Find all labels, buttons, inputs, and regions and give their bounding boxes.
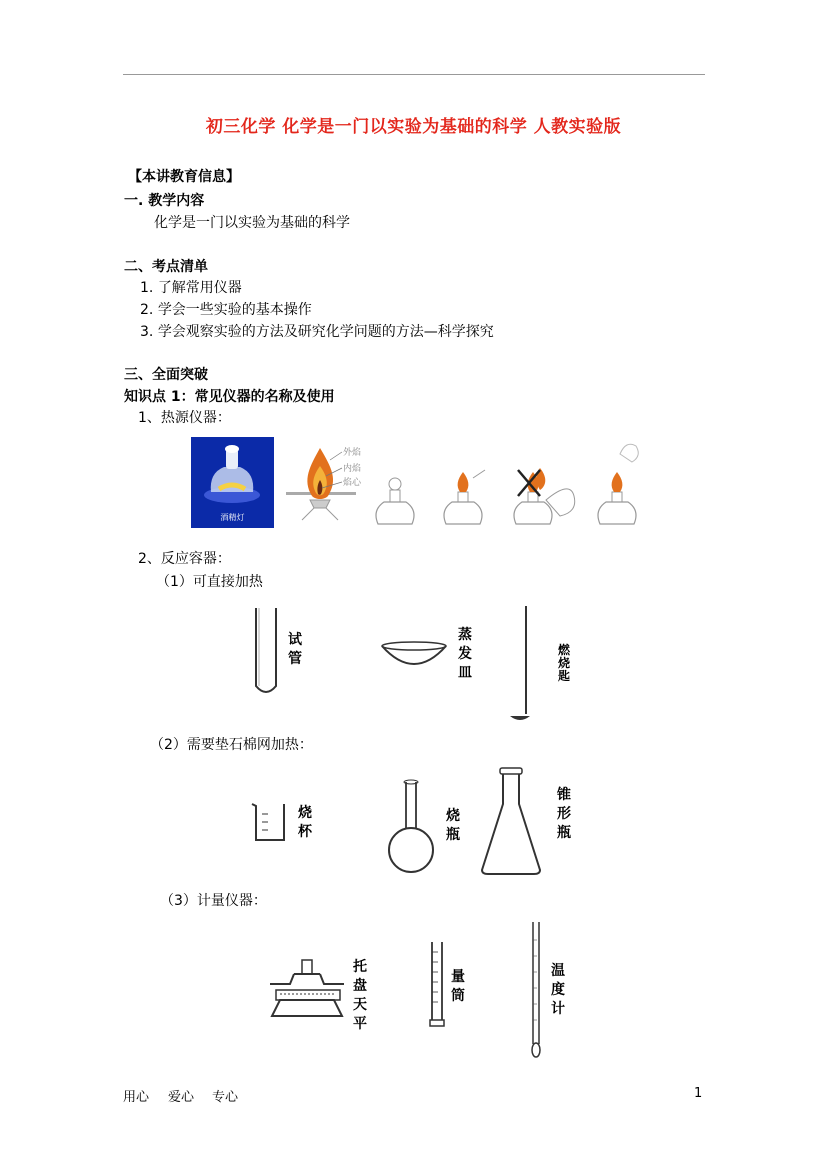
s2-heading: 二、考点清单 xyxy=(124,259,208,275)
flame-core-label: 焰心 xyxy=(343,478,362,488)
conical-flask-label: 锥形瓶 xyxy=(557,787,571,841)
list-item xyxy=(140,321,494,341)
lamp-lit xyxy=(444,470,485,524)
list-text: 了解常用仪器 xyxy=(157,280,242,296)
page-number: 1 xyxy=(694,1086,703,1101)
wrong-lighting xyxy=(518,468,575,516)
beaker-label: 烧杯 xyxy=(298,805,312,840)
footer-motto-2: 爱心 xyxy=(168,1090,195,1105)
list-item xyxy=(140,277,242,297)
heat-sources-label: 1、热源仪器： xyxy=(138,410,231,426)
footer-motto-3: 专心 xyxy=(212,1090,239,1105)
conical-flask-drawing xyxy=(478,766,544,878)
section-info: 【本讲教育信息】 xyxy=(128,169,240,185)
thermometer-drawing xyxy=(528,920,544,1060)
test-tube-label: 试管 xyxy=(288,632,302,667)
lamp-with-cap xyxy=(598,444,638,524)
evaporating-dish-drawing xyxy=(380,640,448,672)
graduated-cylinder-drawing xyxy=(428,940,448,1030)
flame-inner-label: 内焰 xyxy=(343,464,362,474)
measuring-label: （3）计量仪器： xyxy=(160,893,267,909)
flask-label: 烧瓶 xyxy=(446,808,460,843)
knowledge-point-1: 知识点 1：常见仪器的名称及使用 xyxy=(124,389,335,405)
footer-motto-1: 用心 xyxy=(123,1090,150,1105)
combustion-spoon-drawing xyxy=(506,604,538,726)
evaporating-dish-label: 蒸发皿 xyxy=(458,627,472,681)
photo-caption: 酒精灯 xyxy=(220,513,245,522)
list-text: 学会一些实验的基本操作 xyxy=(157,302,312,318)
direct-heat-label: （1）可直接加热 xyxy=(156,574,263,590)
test-tube-drawing xyxy=(252,606,280,698)
list-text: 学会观察实验的方法及研究化学问题的方法—科学探究 xyxy=(157,324,494,340)
combustion-spoon-label: 燃烧匙 xyxy=(557,643,570,683)
balance-label: 托盘天平 xyxy=(353,959,367,1032)
flame-structure-diagram xyxy=(280,440,380,524)
lamp-unlit xyxy=(376,478,414,524)
page-title: 初三化学 化学是一门以实验为基础的科学 人教实验版 xyxy=(205,117,622,137)
balance-drawing xyxy=(266,954,348,1024)
asbestos-heat-label: （2）需要垫石棉网加热： xyxy=(150,737,313,753)
alcohol-lamp-usage-sequence xyxy=(370,440,660,534)
header-rule xyxy=(123,74,705,75)
flame-outer-label: 外焰 xyxy=(343,448,362,458)
thermometer-label: 温度计 xyxy=(551,963,565,1017)
list-num: 1. xyxy=(140,280,154,296)
alcohol-lamp-photo xyxy=(191,437,274,528)
beaker-drawing xyxy=(250,800,290,844)
list-num: 3. xyxy=(140,324,154,340)
graduated-cylinder-label: 量筒 xyxy=(451,969,465,1004)
reaction-containers-label: 2、反应容器： xyxy=(138,551,231,567)
flask-drawing xyxy=(386,778,438,874)
s1-heading: 一. 教学内容 xyxy=(124,193,205,209)
s1-body: 化学是一门以实验为基础的科学 xyxy=(154,215,350,231)
list-num: 2. xyxy=(140,302,154,318)
s3-heading: 三、全面突破 xyxy=(124,367,208,383)
list-item xyxy=(140,299,312,319)
